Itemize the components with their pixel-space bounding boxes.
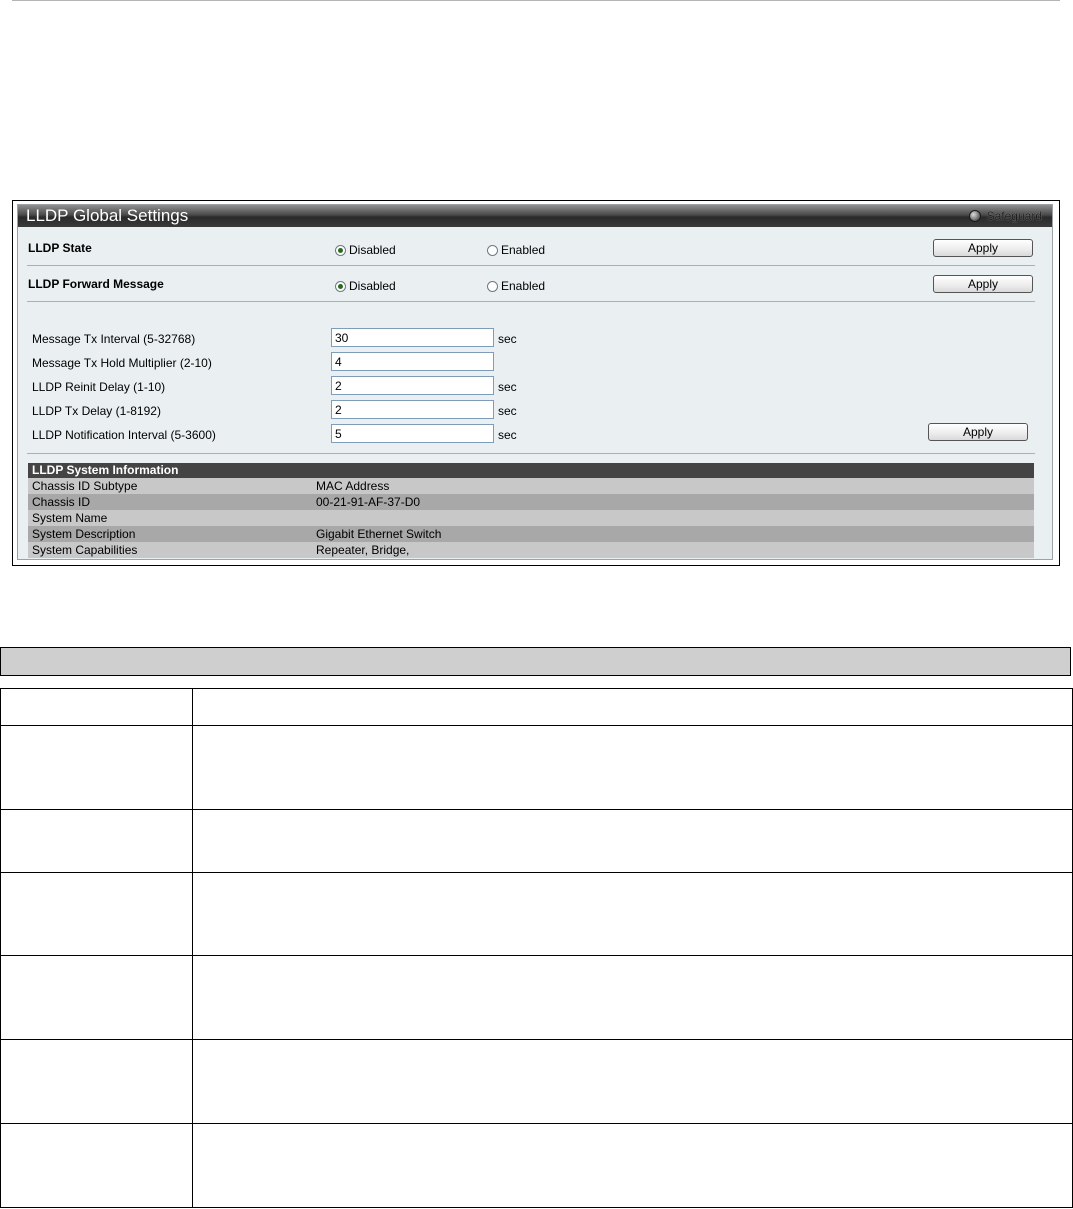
row-key: Chassis ID bbox=[32, 495, 91, 509]
notification-interval-input[interactable]: 5 bbox=[331, 424, 494, 443]
system-information-rows bbox=[28, 478, 1034, 558]
top-divider bbox=[12, 0, 1060, 1]
lldp-global-settings-panel bbox=[17, 204, 1053, 560]
safeguard-icon bbox=[969, 210, 981, 222]
row-key: System Description bbox=[32, 527, 136, 541]
parameter-cell bbox=[1, 689, 193, 726]
description-cell bbox=[193, 1040, 1073, 1124]
panel-title: LLDP Global Settings bbox=[26, 206, 189, 225]
description-cell bbox=[193, 810, 1073, 873]
table-row bbox=[28, 510, 1034, 526]
table-row bbox=[28, 526, 1034, 542]
lldp-state-disabled-radio[interactable] bbox=[335, 243, 396, 257]
table-row bbox=[1, 1124, 1073, 1208]
safeguard-indicator[interactable] bbox=[969, 209, 1042, 223]
row-key: System Name bbox=[32, 511, 108, 525]
safeguard-label: Safeguard bbox=[986, 209, 1042, 223]
screenshot-frame bbox=[12, 200, 1060, 566]
row-value: MAC Address bbox=[316, 479, 390, 493]
lldp-forward-apply-button[interactable]: Apply bbox=[933, 275, 1033, 293]
table-row bbox=[1, 956, 1073, 1040]
row-value bbox=[316, 510, 1034, 526]
row-value: Gigabit Ethernet Switch bbox=[316, 527, 442, 541]
parameter-cell bbox=[1, 810, 193, 873]
radio-unchecked-icon bbox=[487, 281, 498, 292]
table-row bbox=[1, 1040, 1073, 1124]
tx-hold-multiplier-label: Message Tx Hold Multiplier (2-10) bbox=[32, 356, 212, 370]
lldp-forward-disabled-radio[interactable] bbox=[335, 279, 396, 293]
parameter-cell bbox=[1, 873, 193, 956]
system-information-heading: LLDP System Information bbox=[28, 463, 1034, 478]
lldp-forward-enabled-radio[interactable] bbox=[487, 279, 545, 293]
table-row bbox=[28, 542, 1034, 558]
reinit-delay-input[interactable]: 2 bbox=[331, 376, 494, 395]
lldp-forward-label: LLDP Forward Message bbox=[28, 277, 164, 291]
radio-label: Enabled bbox=[501, 243, 546, 257]
parameter-cell bbox=[1, 1124, 193, 1208]
tx-delay-input[interactable]: 2 bbox=[331, 400, 494, 419]
table-row bbox=[1, 873, 1073, 956]
notification-interval-label: LLDP Notification Interval (5-3600) bbox=[32, 428, 216, 442]
panel-titlebar bbox=[18, 205, 1052, 227]
tx-interval-input[interactable]: 30 bbox=[331, 328, 494, 347]
description-cell bbox=[193, 726, 1073, 810]
radio-checked-icon bbox=[335, 281, 346, 292]
description-cell bbox=[193, 873, 1073, 956]
row-key: System Capabilities bbox=[32, 543, 138, 557]
table-row bbox=[28, 494, 1034, 510]
row-value: Repeater, Bridge, bbox=[316, 543, 410, 557]
tx-interval-unit: sec bbox=[498, 332, 517, 346]
parameter-description-table bbox=[0, 688, 1073, 1208]
tx-delay-label: LLDP Tx Delay (1-8192) bbox=[32, 404, 161, 418]
table-row bbox=[1, 810, 1073, 873]
reinit-delay-label: LLDP Reinit Delay (1-10) bbox=[32, 380, 166, 394]
table-row bbox=[1, 689, 1073, 726]
radio-label: Enabled bbox=[501, 279, 546, 293]
description-cell bbox=[193, 956, 1073, 1040]
lldp-state-enabled-radio[interactable] bbox=[487, 243, 545, 257]
notification-interval-unit: sec bbox=[498, 428, 517, 442]
lldp-state-label: LLDP State bbox=[28, 241, 92, 255]
table-row bbox=[1, 726, 1073, 810]
radio-checked-icon bbox=[335, 245, 346, 256]
description-cell bbox=[193, 1124, 1073, 1208]
system-information-table bbox=[28, 463, 1034, 558]
radio-label: Disabled bbox=[349, 279, 396, 293]
lldp-state-apply-button[interactable]: Apply bbox=[933, 239, 1033, 257]
row-key: Chassis ID Subtype bbox=[32, 479, 138, 493]
row-value: 00-21-91-AF-37-D0 bbox=[316, 495, 421, 509]
parameter-cell bbox=[1, 1040, 193, 1124]
parameter-cell bbox=[1, 726, 193, 810]
description-cell bbox=[193, 689, 1073, 726]
divider bbox=[27, 453, 1035, 454]
divider bbox=[27, 301, 1035, 302]
radio-label: Disabled bbox=[349, 243, 396, 257]
tx-hold-multiplier-input[interactable]: 4 bbox=[331, 352, 494, 371]
reinit-delay-unit: sec bbox=[498, 380, 517, 394]
parameter-table-header bbox=[0, 647, 1071, 676]
table-row bbox=[28, 478, 1034, 494]
timers-apply-button[interactable]: Apply bbox=[928, 423, 1028, 441]
radio-unchecked-icon bbox=[487, 245, 498, 256]
tx-interval-label: Message Tx Interval (5-32768) bbox=[32, 332, 196, 346]
parameter-cell bbox=[1, 956, 193, 1040]
tx-delay-unit: sec bbox=[498, 404, 517, 418]
divider bbox=[27, 265, 1035, 266]
